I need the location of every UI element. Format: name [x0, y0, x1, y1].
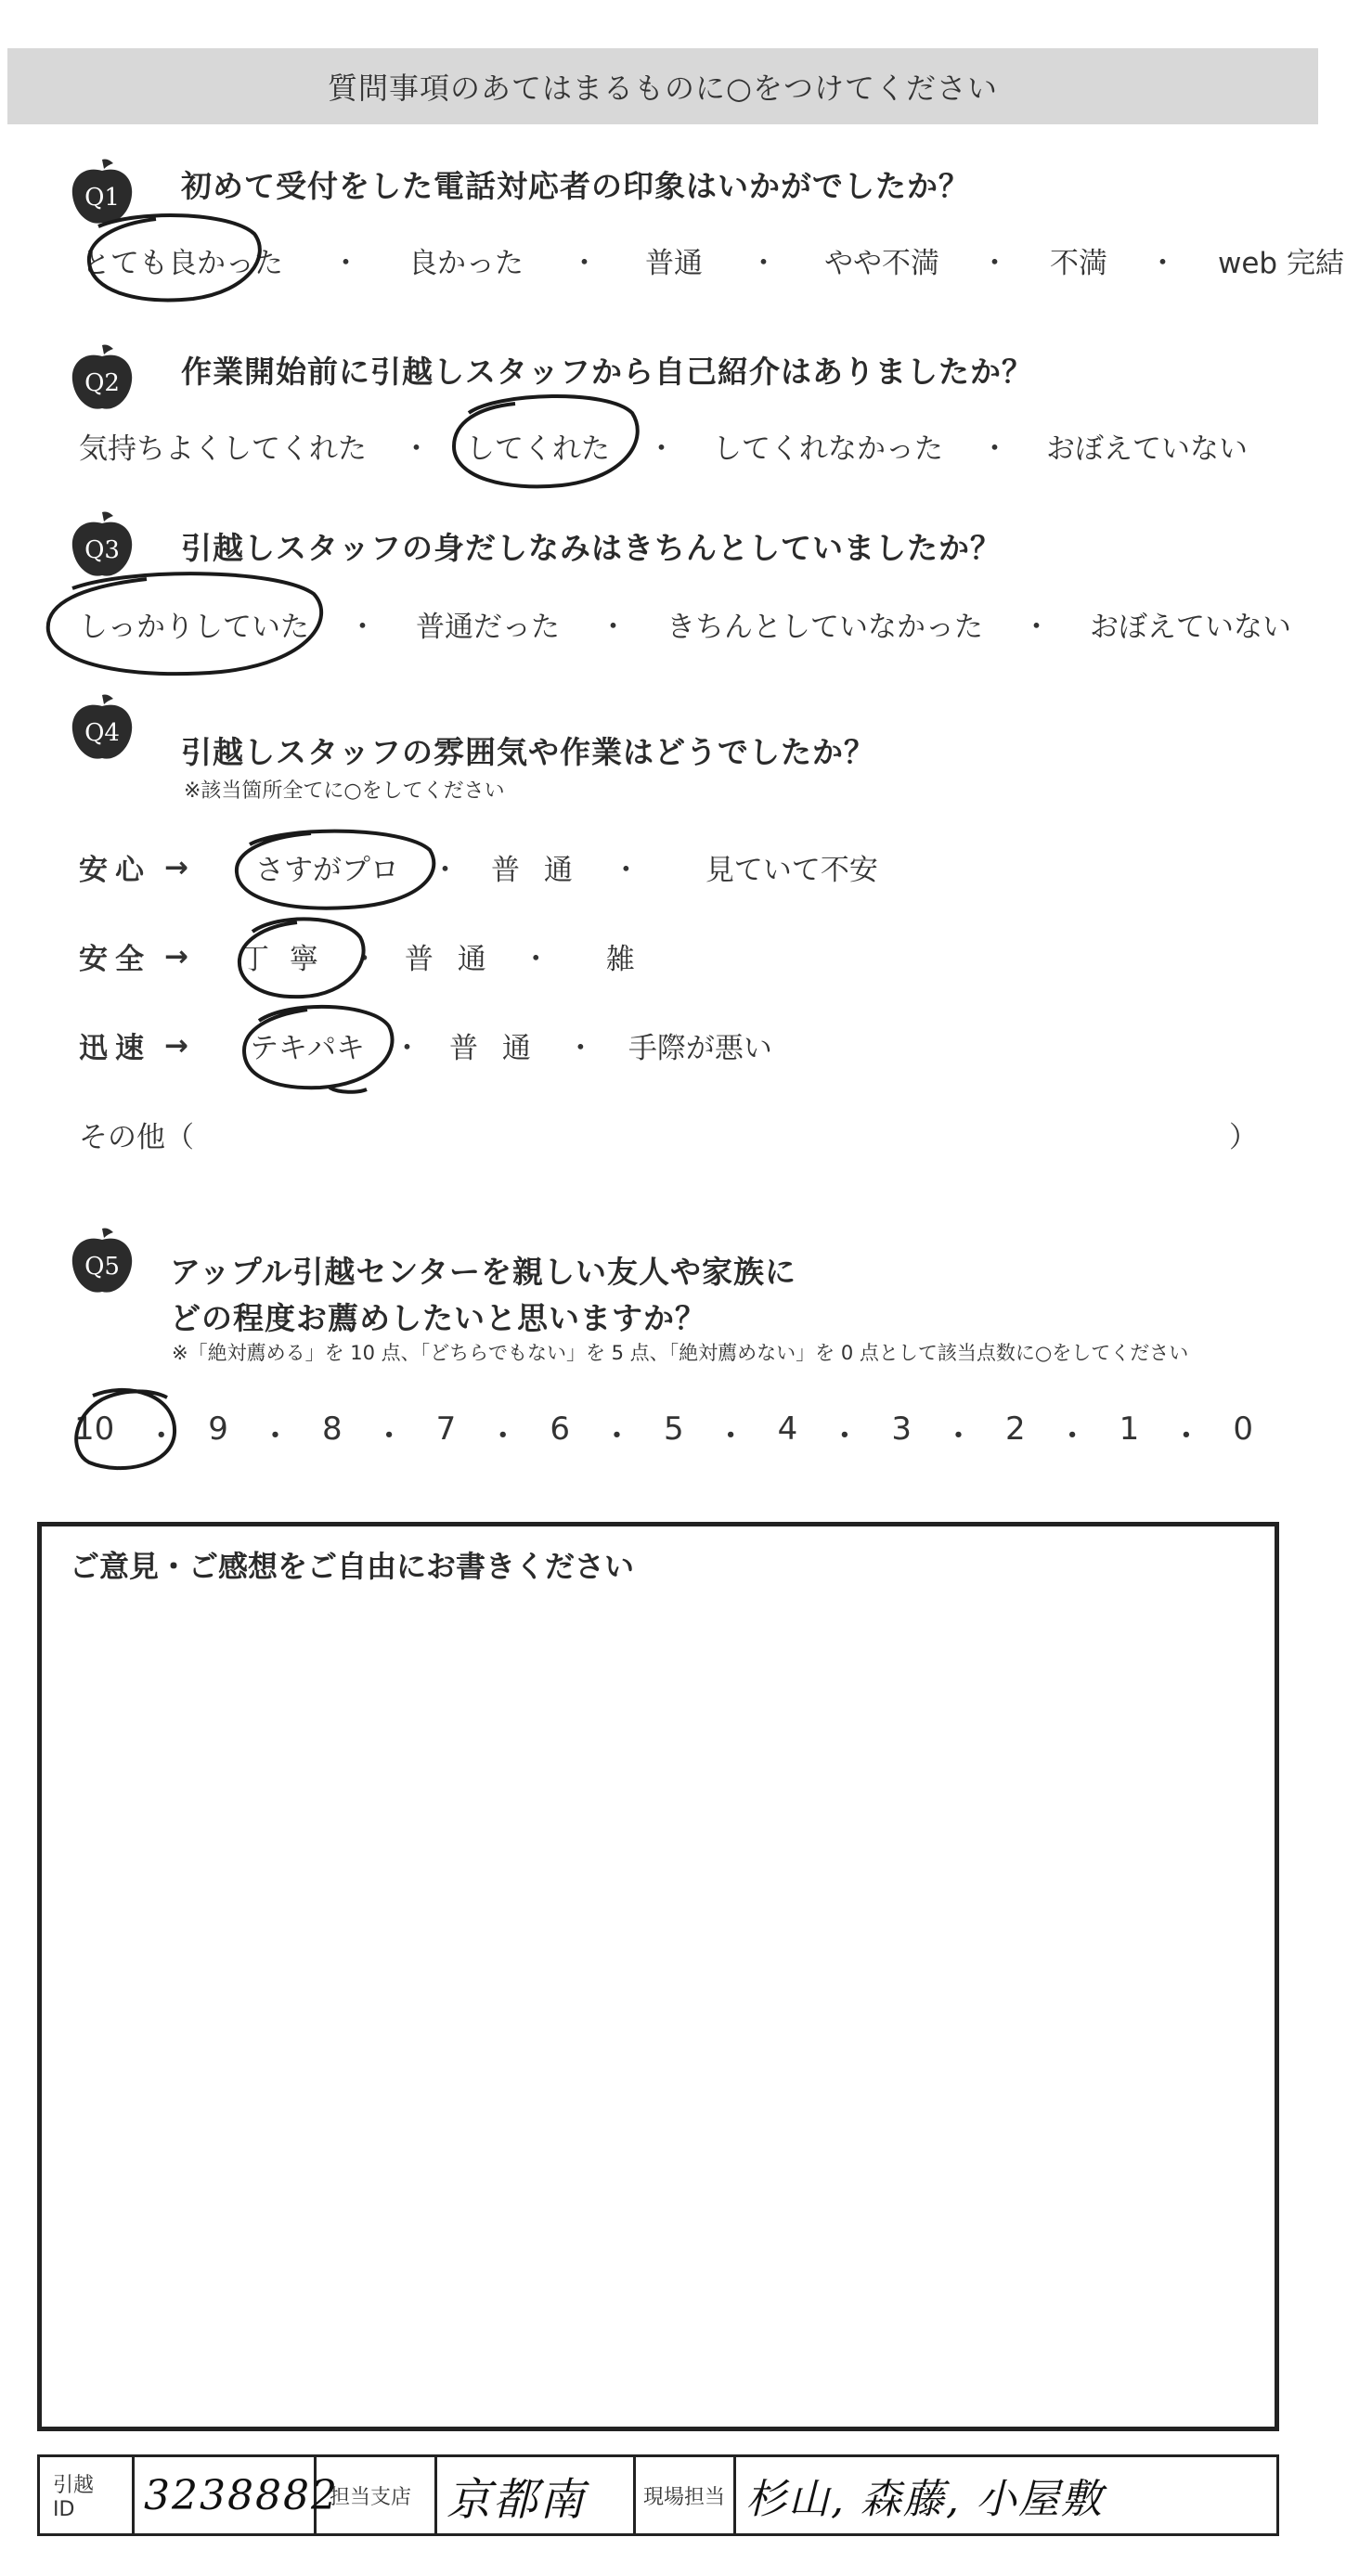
comment-title: ご意見・ご感想をご自由にお書きください: [70, 1549, 635, 1584]
q4-row-1-option-2[interactable]: 普 通: [490, 854, 580, 887]
q5-score-1[interactable]: 1: [1119, 1410, 1140, 1448]
q1-option-5[interactable]: 不満: [1050, 247, 1107, 280]
q5-score-4[interactable]: 4: [777, 1410, 798, 1448]
q4-other-label: その他（: [79, 1121, 194, 1154]
q2-question: 作業開始前に引越しスタッフから自己紹介はありましたか？: [181, 354, 1033, 390]
q5-score-7[interactable]: 7: [435, 1410, 457, 1448]
q5-apple-badge-icon: [65, 1225, 139, 1299]
staff-value: 杉山, 森藤, 小屋敷: [745, 2476, 1104, 2523]
q1-option-1[interactable]: とても良かった: [82, 247, 283, 280]
branch-label: 担当支店: [330, 2485, 412, 2509]
q3-badge-label: Q3: [84, 536, 120, 564]
q5-score-2[interactable]: 2: [1005, 1410, 1026, 1448]
branch-label-cell: [317, 2457, 437, 2533]
q3-options: しっかりしていた ・ 普通だった ・ きちんとしていなかった ・ おぼえていない: [79, 603, 1291, 645]
arrow-right-icon: →: [164, 1028, 188, 1063]
q3-option-1[interactable]: しっかりしていた: [79, 611, 309, 644]
q1-options: とても良かった ・ 良かった ・ 普通 ・ やや不満 ・ 不満 ・ web 完結: [82, 239, 1344, 281]
q5-score-8[interactable]: 8: [321, 1410, 343, 1448]
move-id-value-cell: [135, 2457, 339, 2533]
q4-row-1-label: 安心: [79, 854, 151, 887]
staff-value-cell: [736, 2457, 1276, 2533]
q4-row-anshin: 安心 → さすがプロ ・ 普 通 ・ 見ていて不安: [79, 846, 878, 888]
q4-row-3-option-1[interactable]: テキパキ: [249, 1032, 365, 1065]
q1-option-3[interactable]: 普通: [645, 247, 703, 280]
q2-option-4[interactable]: おぼえていない: [1046, 432, 1248, 466]
branch-value: 京都南: [447, 2473, 587, 2526]
q2-options: 気持ちよくしてくれた ・ してくれた ・ してくれなかった ・ おぼえていない: [79, 425, 1248, 467]
q4-apple-badge-icon: [65, 691, 139, 766]
arrow-right-icon: →: [164, 939, 188, 973]
q3-apple-badge-icon: [65, 509, 139, 583]
q4-row-2-option-1[interactable]: 丁 寧: [239, 943, 324, 976]
q5-score-6[interactable]: 6: [550, 1410, 570, 1448]
q5-score-0[interactable]: 0: [1233, 1410, 1253, 1448]
q5-score-10[interactable]: 10: [74, 1410, 115, 1448]
q3-option-2[interactable]: 普通だった: [416, 611, 560, 644]
q4-row-3-label: 迅速: [79, 1032, 151, 1065]
staff-label-cell: [636, 2457, 736, 2533]
q5-badge-label: Q5: [84, 1253, 120, 1281]
q5-note: ※「絶対薦める」を 10 点、「どちらでもない」を 5 点、「絶対薦めない」を 0 点として該当点数に○をしてください: [172, 1342, 1189, 1364]
q4-row-1-option-3[interactable]: 見ていて不安: [705, 854, 878, 887]
q5-question-line1: アップル引越センターを親しい友人や家族に: [170, 1254, 797, 1290]
q2-option-2[interactable]: してくれた: [466, 432, 610, 466]
q5-score-3[interactable]: 3: [891, 1410, 912, 1448]
q2-option-3[interactable]: してくれなかった: [713, 432, 943, 466]
move-id-label-cell: [40, 2457, 135, 2533]
q4-row-3-option-2[interactable]: 普 通: [448, 1032, 538, 1065]
q4-note: ※該当箇所全てに○をしてください: [184, 779, 505, 803]
header-title: 質問事項のあてはまるものに○をつけてください: [328, 71, 998, 106]
move-id-label: 引越 ID: [53, 2474, 95, 2521]
q4-other-close: ）: [1229, 1121, 1258, 1154]
q5-question-line2: どの程度お薦めしたいと思いますか？: [170, 1300, 706, 1336]
q5-scale: 10 ・ 9 ・ 8 ・ 7 ・ 6 ・ 5 ・ 4 ・ 3 ・ 2 ・ 1 ・ 0: [74, 1410, 1253, 1455]
q2-apple-badge-icon: [65, 341, 139, 416]
q4-row-2-option-3[interactable]: 雑: [605, 943, 635, 976]
footer-table: [37, 2454, 1279, 2536]
q5-score-9[interactable]: 9: [208, 1410, 228, 1448]
q4-row-1-option-1[interactable]: さすがプロ: [254, 854, 399, 887]
move-id-value: 3238882: [144, 2471, 339, 2519]
q1-apple-badge-icon: [65, 156, 139, 230]
arrow-right-icon: →: [164, 850, 188, 884]
q5-score-5[interactable]: 5: [663, 1410, 684, 1448]
q4-row-anzen: 安全 → 丁 寧 ・ 普 通 ・ 雑: [79, 935, 635, 977]
q2-option-1[interactable]: 気持ちよくしてくれた: [79, 432, 367, 466]
comment-box[interactable]: [37, 1522, 1279, 2431]
q3-option-4[interactable]: おぼえていない: [1090, 611, 1291, 644]
q1-option-4[interactable]: やや不満: [824, 247, 939, 280]
q4-question: 引越しスタッフの雰囲気や作業はどうでしたか？: [181, 734, 875, 770]
branch-value-cell: [437, 2457, 636, 2533]
staff-label: 現場担当: [643, 2485, 726, 2509]
q4-badge-label: Q4: [84, 719, 120, 747]
q1-option-6[interactable]: web 完結: [1218, 247, 1344, 280]
q1-question: 初めて受付をした電話対応者の印象はいかがでしたか？: [181, 168, 970, 204]
q3-question: 引越しスタッフの身だしなみはきちんとしていましたか？: [181, 530, 1002, 566]
q1-option-2[interactable]: 良かった: [408, 247, 524, 280]
header-bar: [7, 48, 1318, 124]
q4-other-row: [79, 1114, 1258, 1155]
q4-row-2-option-2[interactable]: 普 通: [404, 943, 494, 976]
q4-row-2-label: 安全: [79, 943, 151, 976]
q4-row-jinsoku: 迅速 → テキパキ ・ 普 通 ・ 手際が悪い: [79, 1024, 772, 1066]
q2-badge-label: Q2: [84, 369, 120, 397]
q4-row-3-option-3[interactable]: 手際が悪い: [628, 1032, 772, 1065]
q3-option-3[interactable]: きちんとしていなかった: [667, 611, 983, 644]
q1-badge-label: Q1: [84, 184, 120, 212]
